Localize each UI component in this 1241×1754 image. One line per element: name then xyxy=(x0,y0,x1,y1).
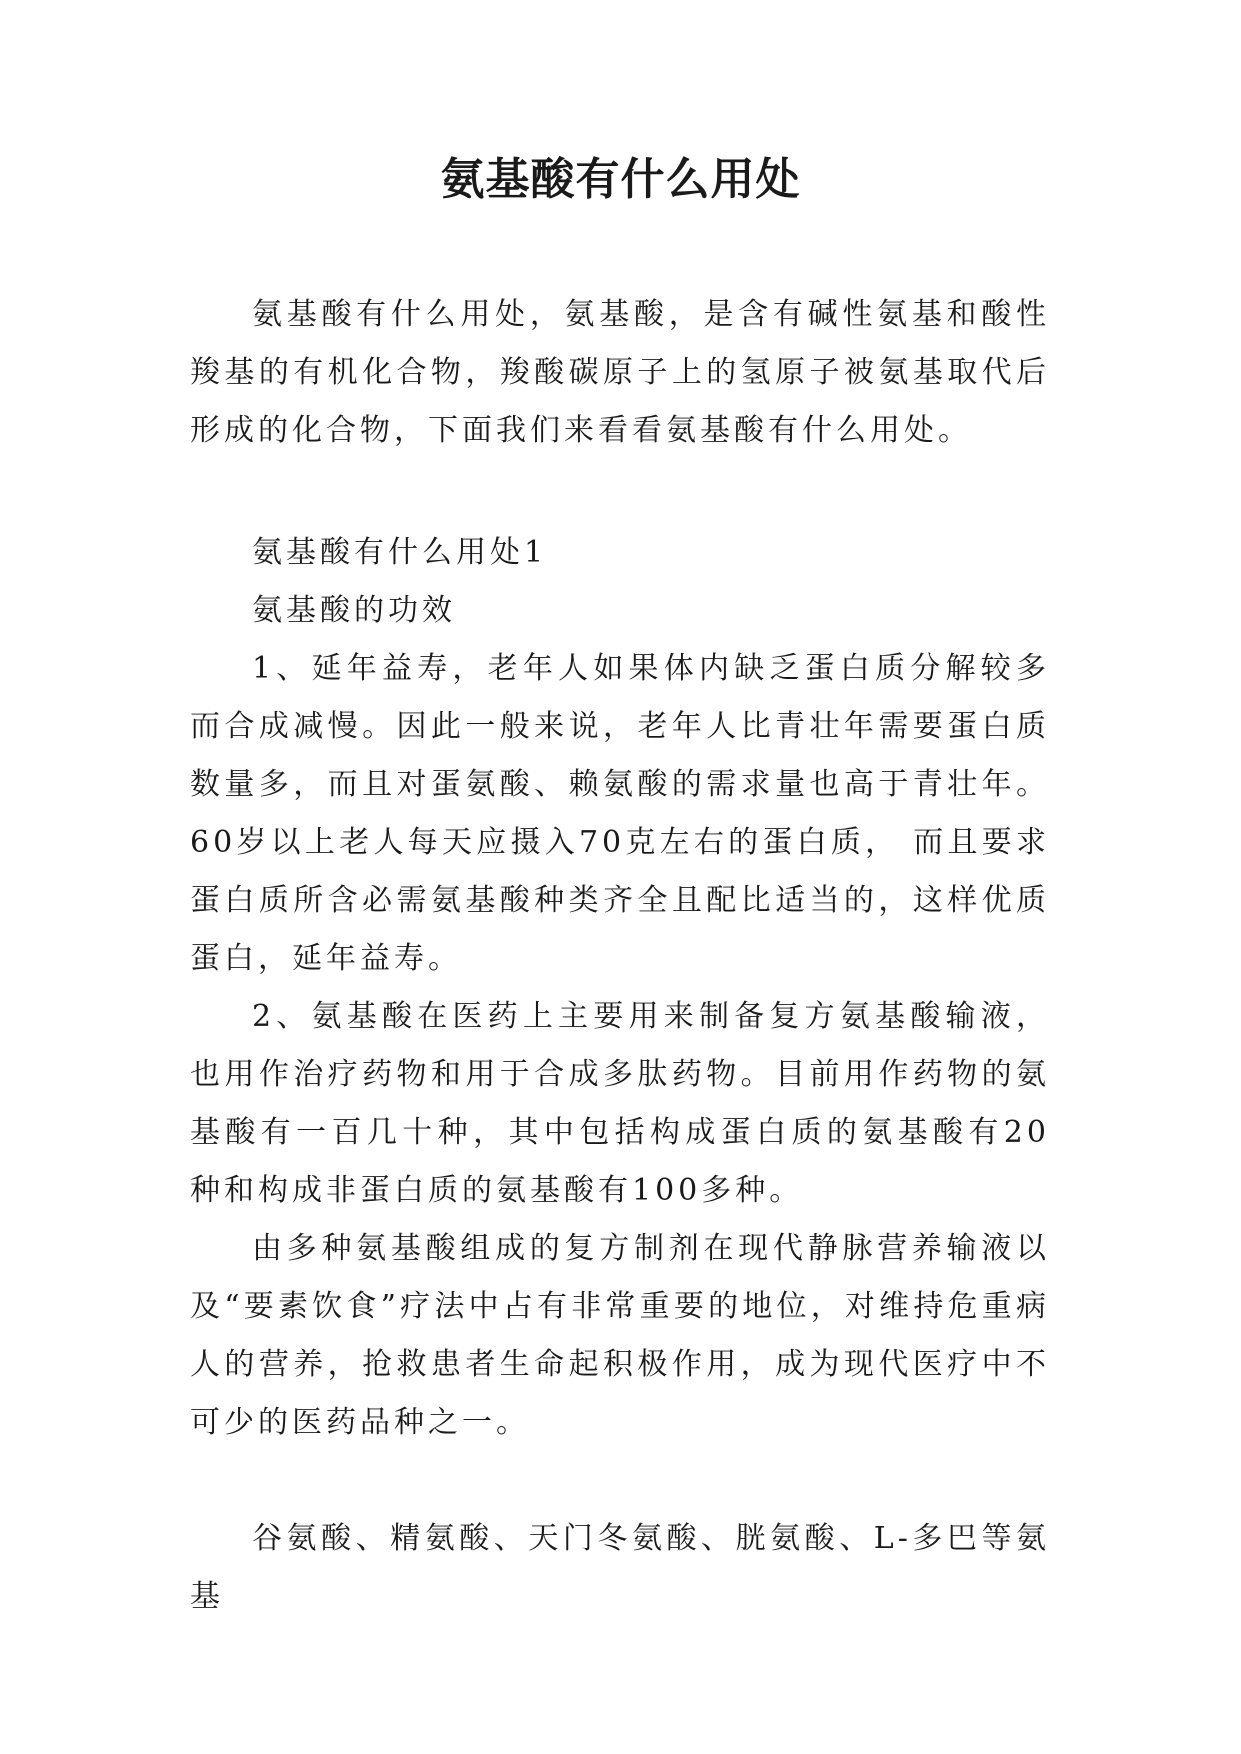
point-2-paragraph: 2、氨基酸在医药上主要用来制备复方氨基酸输液，也用作治疗药物和用于合成多肽药物。目前用作药物的氨基酸有一百几十种，其中包括构成蛋白质的氨基酸有20种和构成非蛋白质的氨基酸有100多种。 xyxy=(190,999,1050,1208)
section-heading: 氨基酸有什么用处1 xyxy=(252,535,548,570)
amino-acid-list-paragraph: 谷氨酸、精氨酸、天门冬氨酸、胱氨酸、L-多巴等氨基 xyxy=(190,1521,1050,1614)
document-title: 氨基酸有什么用处 xyxy=(440,154,801,205)
subsection-heading: 氨基酸的功效 xyxy=(252,593,456,628)
compound-paragraph: 由多种氨基酸组成的复方制剂在现代静脉营养输液以及“要素饮食”疗法中占有非常重要的地位，对维持危重病人的营养，抢救患者生命起积极作用，成为现代医疗中不可少的医药品种之一。 xyxy=(190,1231,1050,1440)
point-1-paragraph: 1、延年益寿，老年人如果体内缺乏蛋白质分解较多而合成减慢。因此一般来说，老年人比青壮年需要蛋白质数量多，而且对蛋氨酸、赖氨酸的需求量也高于青壮年。60岁以上老人每天应摄入70克左右的蛋白质， 而且要求蛋白质所含必需氨基酸种类齐全且配比适当的，这样优质蛋白，延年益寿。 xyxy=(190,651,1050,976)
intro-paragraph: 氨基酸有什么用处，氨基酸，是含有碱性氨基和酸性羧基的有机化合物，羧酸碳原子上的氢原子被氨基取代后形成的化合物，下面我们来看看氨基酸有什么用处。 xyxy=(190,297,1050,448)
